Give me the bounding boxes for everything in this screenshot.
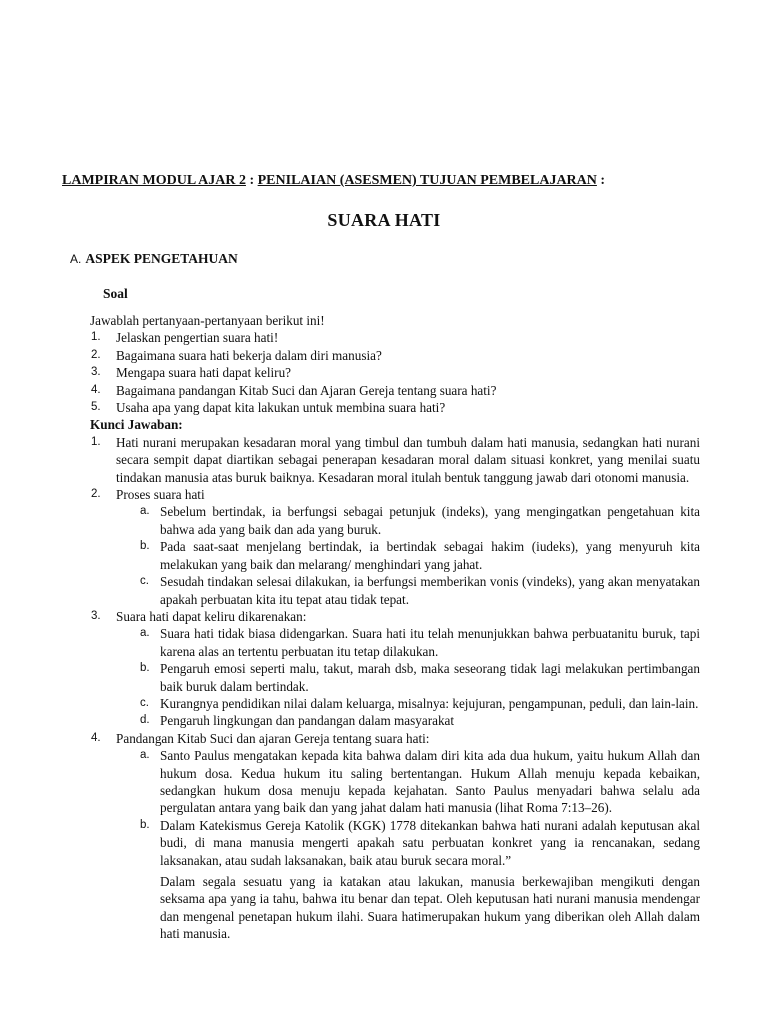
answer-item [90,434,700,486]
question-number: 1. [91,331,101,344]
sub-text: Pengaruh emosi seperti malu, takut, marah dsb, maka seseorang tidak lagi melakukan pertimbangan baik buruk dalam bertindak. [160,661,700,694]
soal-heading: Soal [103,286,128,301]
sub-letter: b. [140,818,150,831]
answer-number: 1. [91,435,101,448]
penilaian-label: PENILAIAN (ASESMEN) TUJUAN PEMBELAJARAN [257,173,597,188]
question-text: Jelaskan pengertian suara hati! [116,330,279,346]
sub-text: Dalam Katekismus Gereja Katolik (KGK) 1778 ditekankan bahwa hati nurani adalah keputusan akal budi, di mana manusia mengerti apakah satu perbuatan konkret yang ia rencanakan, sedang laksanakan, atau sudah laksanakan, baik atau buruk secara moral.” [160,817,700,868]
answer-number: 4. [91,731,101,744]
sub-text: Pengaruh lingkungan dan pandangan dalam masyarakat [160,713,455,729]
lampiran-heading [62,173,605,189]
sub-text: Suara hati tidak biasa didengarkan. Suara hati itu telah menunjukkan bahwa perbuatanitu buruk, tapi karena alas an tertentu perbuatan itu tetap dilakukan. [160,626,700,659]
sub-letter: b. [140,662,150,675]
answer-number: 3. [91,609,101,622]
answer-item [90,608,700,625]
question-item [90,399,700,416]
sub-item [90,503,700,538]
sub-item [90,695,700,712]
sub-letter: a. [140,749,150,762]
answer-continuation: Dalam segala sesuatu yang ia katakan atau lakukan, manusia berkewajiban mengikuti dengan seksama apa yang ia tahu, bahwa itu benar dan tepat. Oleh keputusan hati nurani manusia mendengar dan mengenal penetapan hukum ilahi. Suara hatimerupakan hukum yang diberikan oleh Allah dalam hati manusia. [160,874,700,942]
page-title: SUARA HATI [327,210,441,230]
sub-letter: a. [140,505,150,518]
sub-item [90,817,700,869]
heading-separator: : [245,173,258,188]
answer-sublist [90,625,700,729]
section-label: ASPEK PENGETAHUAN [85,251,238,266]
sub-letter: a. [140,627,150,640]
section-heading-a [70,251,238,267]
document-body [90,312,700,943]
sub-item [90,573,700,608]
heading-colon: : [596,173,606,188]
question-item [90,347,700,364]
question-item [90,364,700,381]
question-text: Usaha apa yang dapat kita lakukan untuk membina suara hati? [116,400,446,416]
question-item [90,329,700,346]
question-number: 4. [91,383,101,396]
question-number: 2. [91,348,101,361]
instruction-text: Jawablah pertanyaan-pertanyaan berikut ini! [90,313,325,328]
sub-letter: b. [140,540,150,553]
answer-list [90,730,700,747]
sub-text: Pada saat-saat menjelang bertindak, ia bertindak sebagai hakim (iudeks), yang menyuruh kita melakukan yang baik dan melarang/ menghindari yang jahat. [160,539,700,572]
answer-text: Pandangan Kitab Suci dan ajaran Gereja tentang suara hati: [116,730,430,746]
sub-item [90,538,700,573]
sub-text: Sebelum bertindak, ia berfungsi sebagai petunjuk (indeks), yang mengingatkan pengetahuan kita bahwa ada yang baik dan ada yang buruk. [160,504,700,537]
answer-sublist [90,503,700,607]
sub-text: Kurangnya pendidikan nilai dalam keluarga, misalnya: kejujuran, pengampunan, peduli, dan lain-lain. [160,695,699,711]
answer-item [90,730,700,747]
answer-key-heading: Kunci Jawaban: [90,417,183,433]
section-letter: A. [70,252,82,266]
question-text: Bagaimana suara hati bekerja dalam diri manusia? [116,347,382,363]
question-number: 5. [91,401,101,414]
answer-list [90,608,700,625]
answer-text: Hati nurani merupakan kesadaran moral yang timbul dan tumbuh dalam hati manusia, sedangkan hati nurani secara sempit dapat diartikan sebagai penerapan kesadaran moral dalam situasi konkret, yang menilai suatu tindakan manusia atas buruk baiknya. Kesadaran moral itulah bentuk tanggung jawab dari otonomi manusia. [116,434,700,485]
sub-letter: c. [140,696,149,709]
question-text: Mengapa suara hati dapat keliru? [116,365,292,381]
answer-sublist [90,747,700,869]
answer-text: Proses suara hati [116,487,205,503]
lampiran-label: LAMPIRAN MODUL AJAR 2 [62,173,246,188]
answer-item [90,486,700,503]
sub-item [90,625,700,660]
sub-text: Santo Paulus mengatakan kepada kita bahwa dalam diri kita ada dua hukum, yaitu hukum Allah dan hukum dosa. Kedua hukum itu saling bertentangan. Hukum Allah menuju kepada kebaikan, sedangkan hukum dosa menuju kepada kejahatan. Santo Paulus menyadari bahwa selalu ada pergulatan antara yang baik dan yang jahat dalam hati manusia (lihat Roma 7:13–26). [160,748,700,816]
sub-letter: d. [140,714,150,727]
sub-text: Sesudah tindakan selesai dilakukan, ia berfungsi memberikan vonis (vindeks), yang akan menyatakan apakah perbuatan kita itu tepat atau tidak tepat. [160,574,700,607]
sub-letter: c. [140,575,149,588]
question-list [90,329,700,416]
sub-item [90,660,700,695]
answer-list [90,434,700,504]
question-text: Bagaimana pandangan Kitab Suci dan Ajaran Gereja tentang suara hati? [116,382,497,398]
question-item [90,382,700,399]
question-number: 3. [91,366,101,379]
answer-text: Suara hati dapat keliru dikarenakan: [116,608,307,624]
sub-item [90,747,700,817]
sub-item [90,712,700,729]
answer-number: 2. [91,488,101,501]
